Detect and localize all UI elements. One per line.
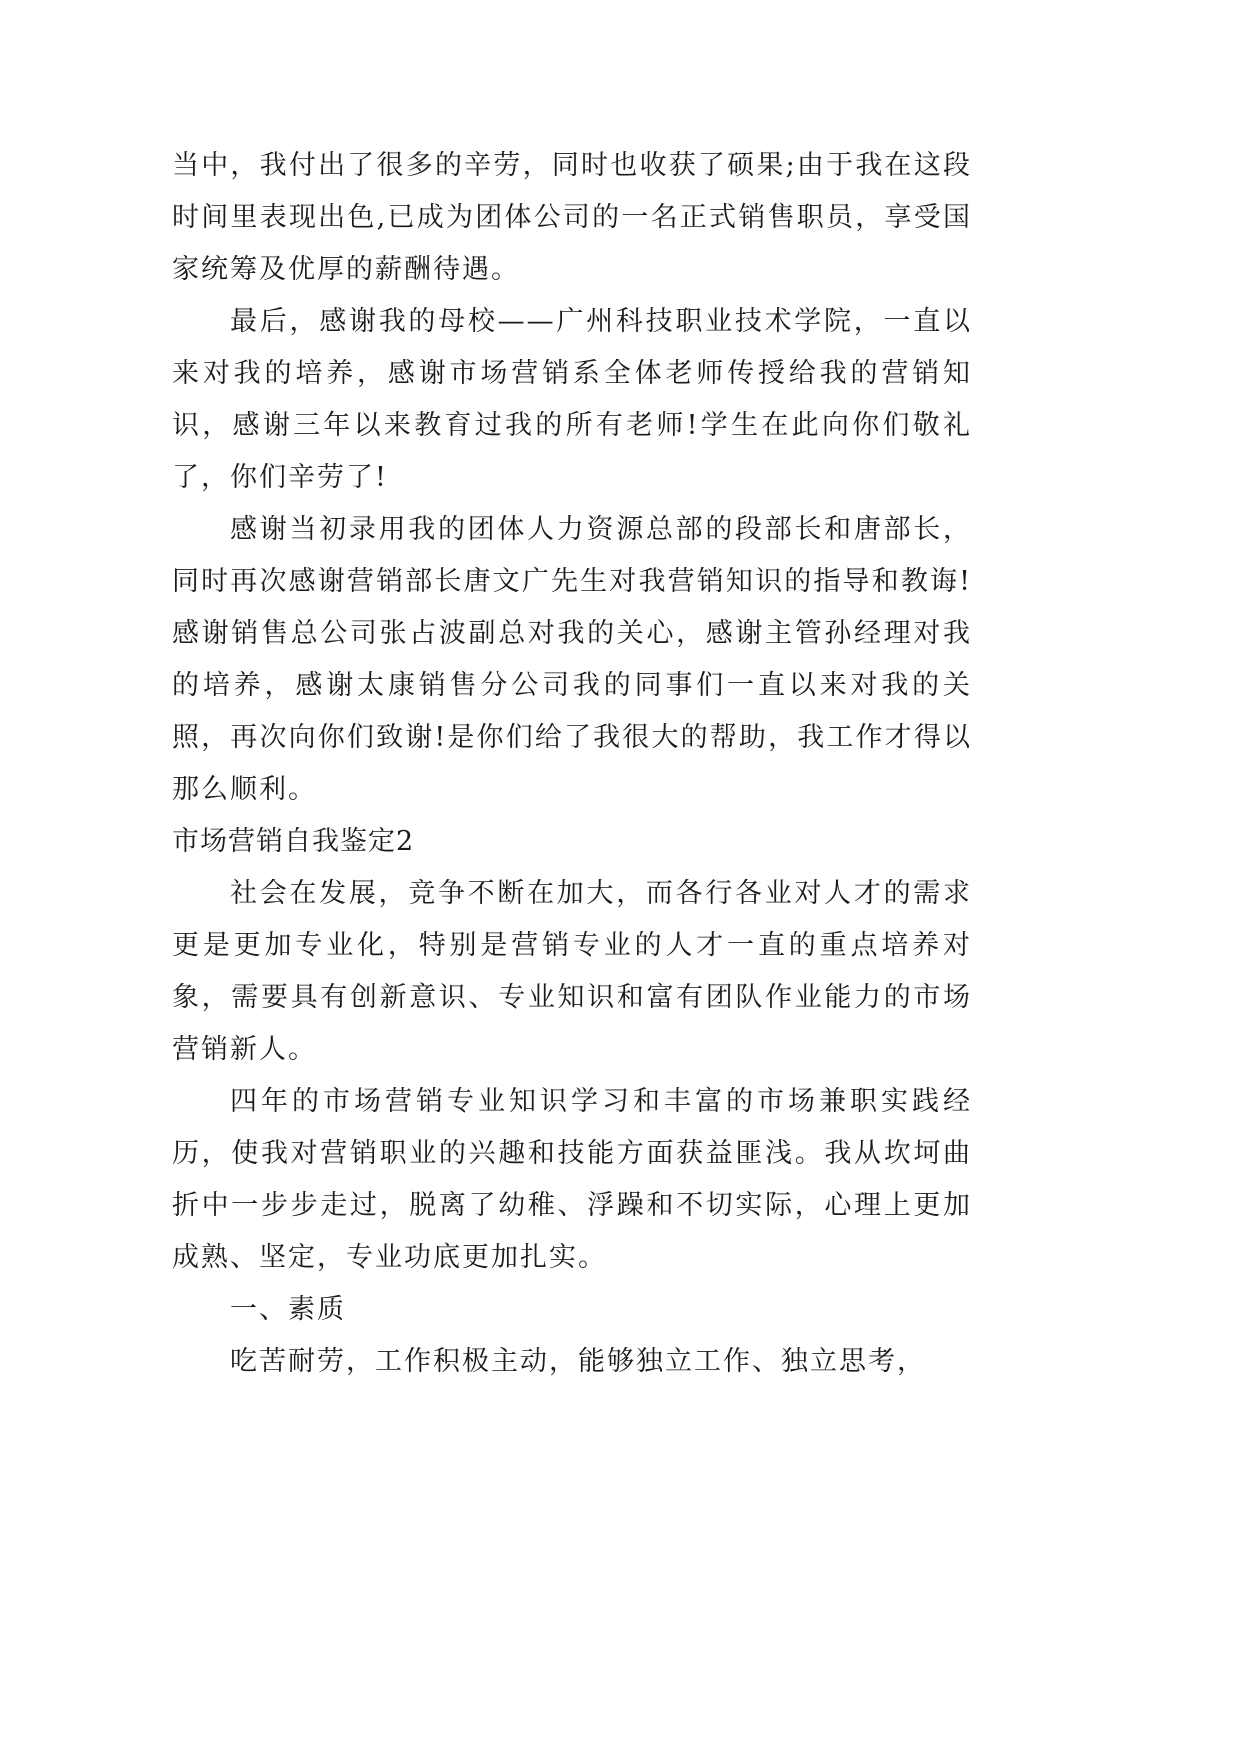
paragraph-4: 社会在发展，竞争不断在加大，而各行各业对人才的需求更是更加专业化，特别是营销专业的人才一直的重点培养对象，需要具有创新意识、专业知识和富有团队作业能力的市场营销新人。: [172, 878, 972, 1065]
paragraph-2: 最后，感谢我的母校——广州科技职业技术学院，一直以来对我的培养，感谢市场营销系全体老师传授给我的营销知识，感谢三年以来教育过我的所有老师!学生在此向你们敬礼了，你们辛劳了!: [172, 306, 972, 493]
subheading-quality: 一、素质: [230, 1294, 346, 1325]
section-heading: 市场营销自我鉴定2: [172, 826, 415, 857]
paragraph-5: 四年的市场营销专业知识学习和丰富的市场兼职实践经历，使我对营销职业的兴趣和技能方面获益匪浅。我从坎坷曲折中一步步走过，脱离了幼稚、浮躁和不切实际，心理上更加成熟、坚定，专业功底更加扎实。: [172, 1086, 972, 1273]
document-body: [172, 140, 972, 1388]
paragraph-7: 吃苦耐劳，工作积极主动，能够独立工作、独立思考，: [230, 1346, 926, 1377]
paragraph-3: 感谢当初录用我的团体人力资源总部的段部长和唐部长，同时再次感谢营销部长唐文广先生对我营销知识的指导和教诲!感谢销售总公司张占波副总对我的关心，感谢主管孙经理对我的培养，感谢太康销售分公司我的同事们一直以来对我的关照，再次向你们致谢!是你们给了我很大的帮助，我工作才得以那么顺利。: [172, 514, 972, 805]
paragraph-1: 当中，我付出了很多的辛劳，同时也收获了硕果;由于我在这段时间里表现出色,已成为团体公司的一名正式销售职员，享受国家统筹及优厚的薪酬待遇。: [172, 150, 972, 285]
